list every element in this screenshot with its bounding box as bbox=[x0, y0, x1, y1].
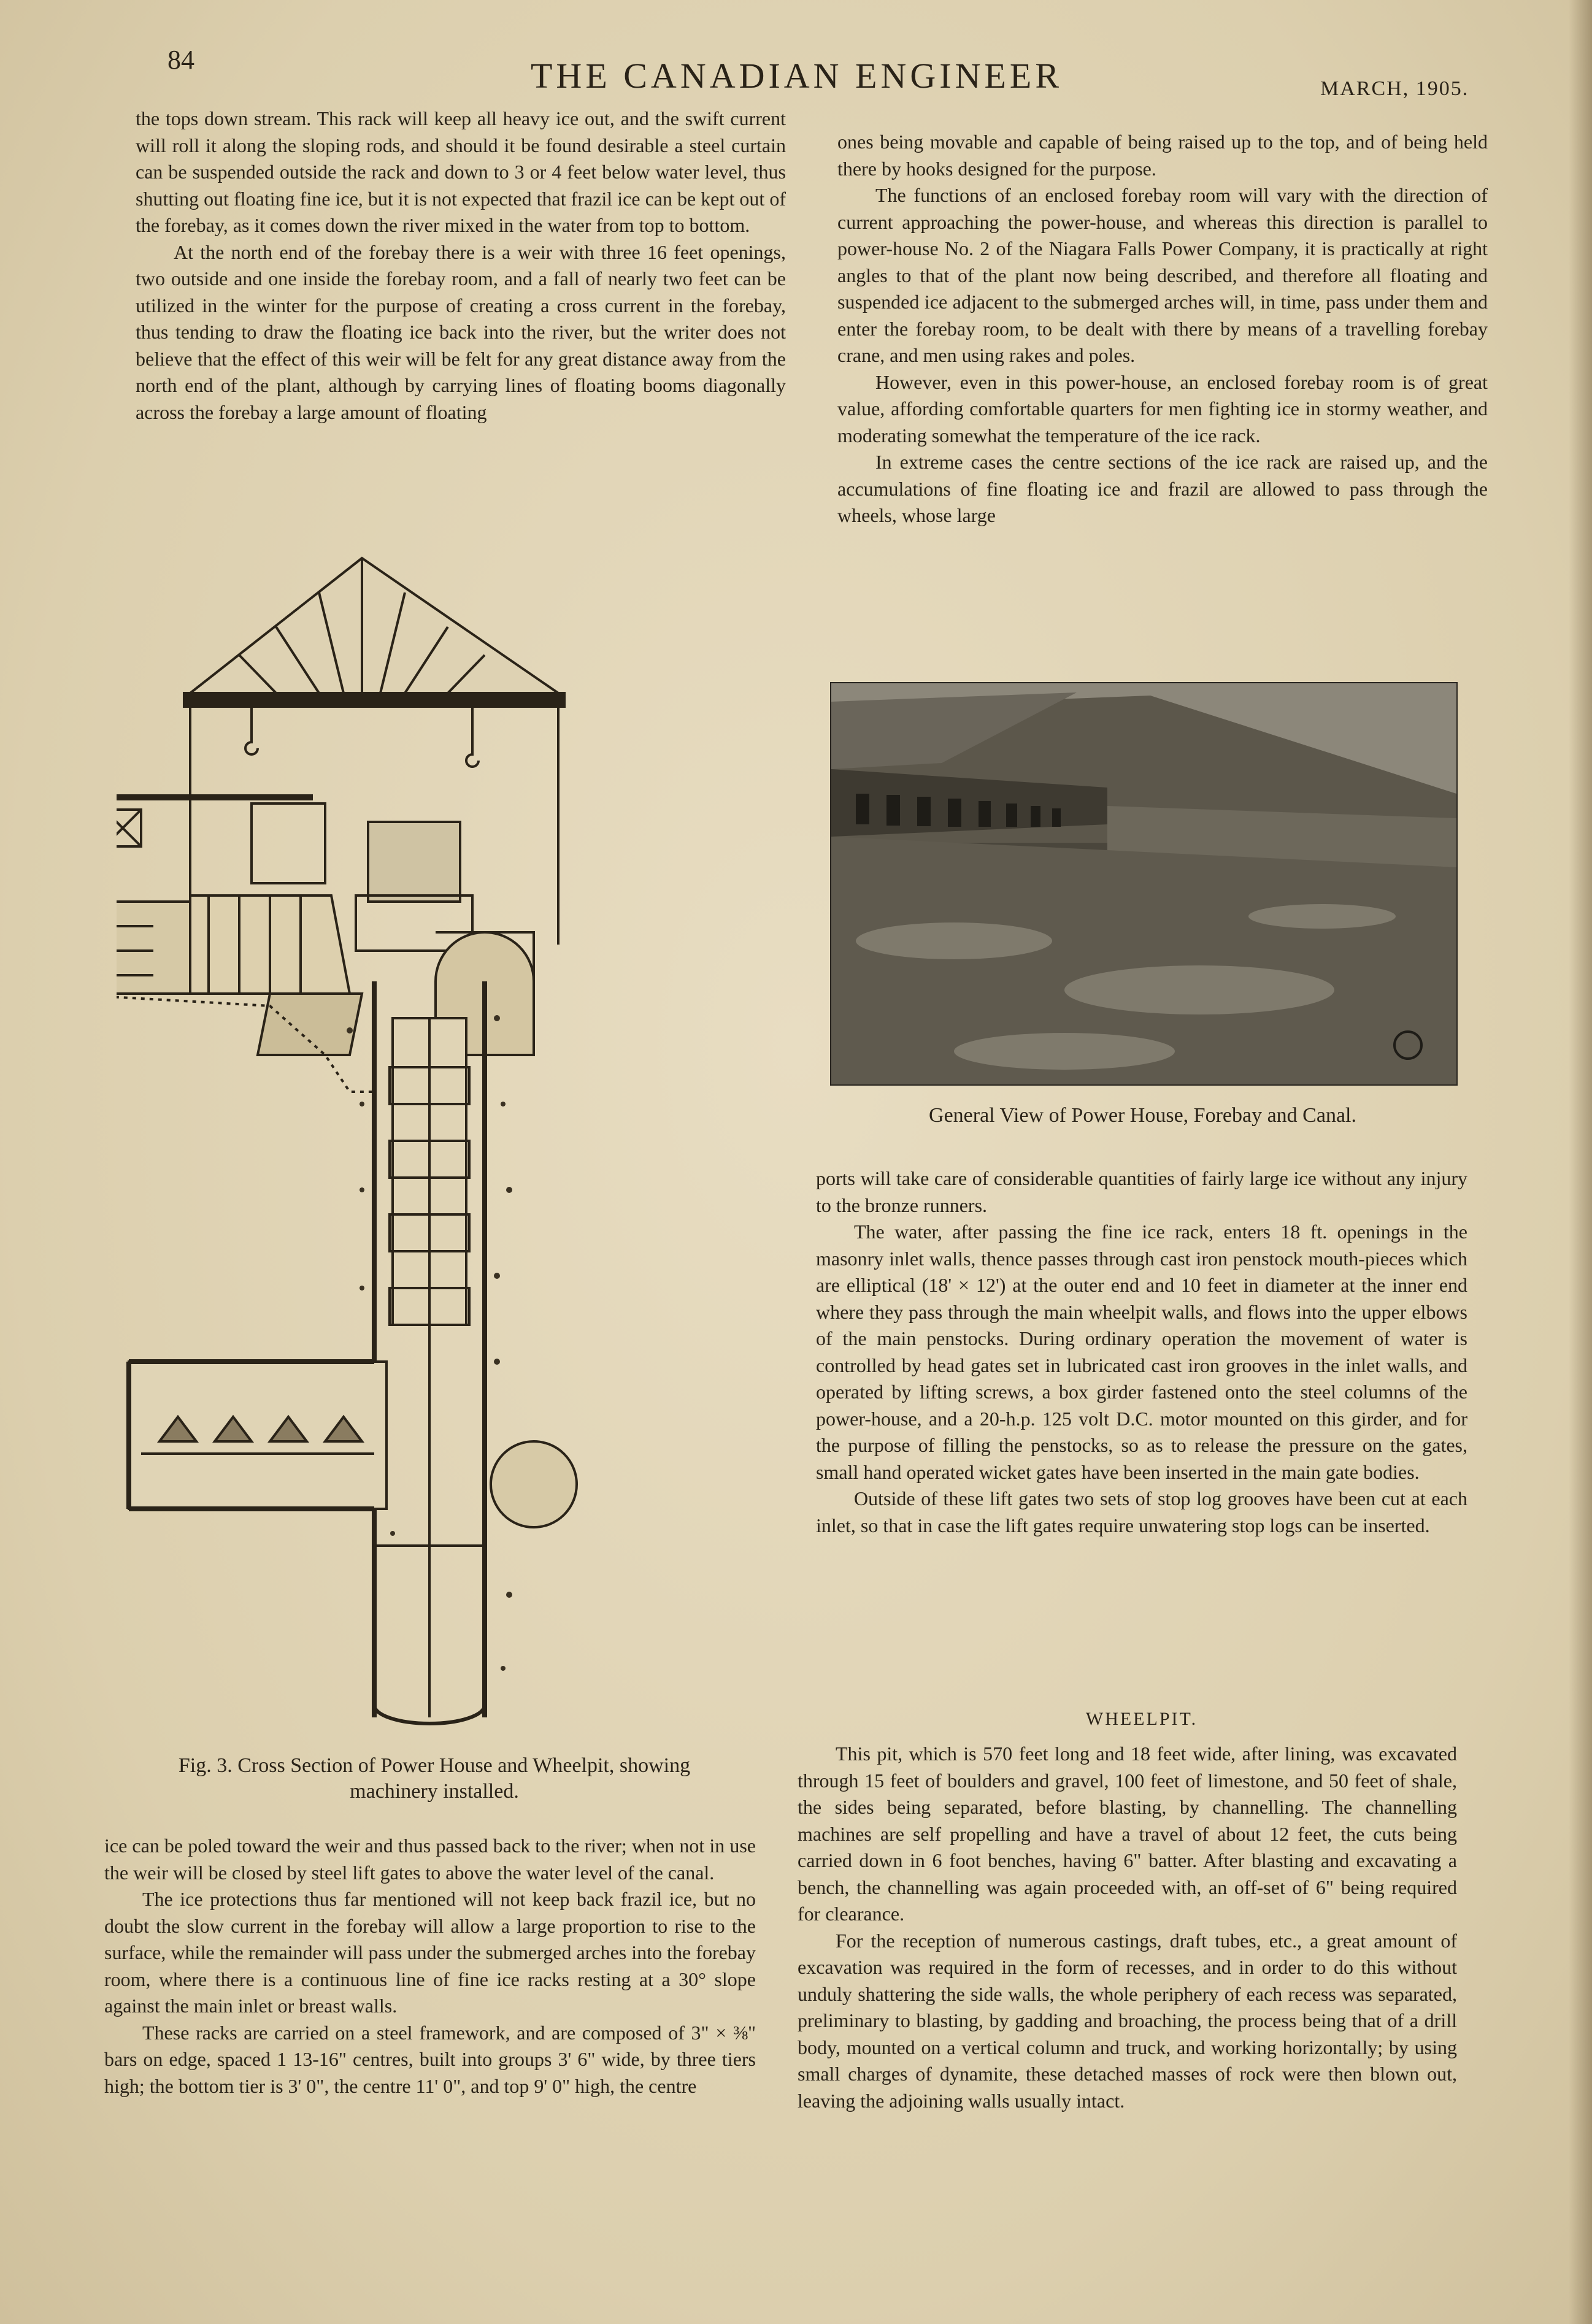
right-column-middle bbox=[816, 1165, 1467, 1539]
page-edge-shadow bbox=[1569, 0, 1592, 2324]
photo-caption: General View of Power House, Forebay and Canal. bbox=[929, 1104, 1356, 1127]
section-heading: WHEELPIT. bbox=[1085, 1709, 1198, 1729]
paragraph: In extreme cases the centre sections of the ice rack are raised up, and the accumulations of fine floating ice and frazil are allowed to pass through the wheels, whose large bbox=[837, 451, 1488, 526]
paragraph: However, even in this power-house, an enclosed forebay room is of great value, affording comfortable quarters for men fighting ice in stormy weather, and moderating somewhat the temperature of the ice rack. bbox=[837, 370, 1488, 447]
journal-title: THE CANADIAN ENGINEER bbox=[531, 56, 1063, 96]
right-column-top bbox=[837, 129, 1488, 529]
paragraph: For the reception of numerous castings, draft tubes, etc., a great amount of excavation was required in the form of recesses, and in order to do this without unduly shattering the side walls, the whole periphery of each recess was separated, preliminary to blasting, by gadding and broaching, the process being that of a drill body, mounted on a vertical column and truck, and working horizontally; by using small charges of dynamite, these detached masses of rock were then blown out, leaving the adjoining walls usually intact. bbox=[798, 1929, 1457, 2112]
paragraph: ports will take care of considerable quantities of fairly large ice without any injury to the bronze runners. bbox=[816, 1167, 1467, 1216]
right-column-bottom bbox=[798, 1741, 1457, 2114]
cross-section-drawing bbox=[117, 552, 779, 1748]
paragraph: The ice protections thus far mentioned will not keep back frazil ice, but no doubt the slow current in the forebay will allow a large proportion to rise to the surface, while the remainder will pass under the submerged arches into the forebay room, where there is a continuous line of fine ice racks resting at a 30° slope against the main inlet or breast walls. bbox=[104, 1888, 756, 2017]
figure-caption bbox=[109, 1753, 759, 1804]
page-number: 84 bbox=[167, 45, 194, 75]
paragraph: This pit, which is 570 feet long and 18 feet wide, after lining, was excavated through 15 feet of boulders and gravel, 100 feet of limestone, and 50 feet of shale, the sides being separated, before blasting, by channelling. The channelling machines are self propelling and have a travel of about 12 feet, the cuts being carried down in 6 foot benches, having 6" batter. After blasting and excavating a bench, the channelling was again proceeded with, an off-set of 6" being required for clearance. bbox=[798, 1743, 1457, 1925]
paragraph: ice can be poled toward the weir and thus passed back to the river; when not in use the weir will be closed by steel lift gates to above the water level of the canal. bbox=[104, 1835, 756, 1884]
figure-caption-line: Fig. 3. Cross Section of Power House and Wheelpit, showing bbox=[178, 1754, 691, 1777]
paragraph: These racks are carried on a steel framework, and are composed of 3" × ⅜" bars on edge, spaced 1 13-16" centres, built into groups 3' 6" wide, by three tiers high; the bottom tier is 3' 0", the centre 11' 0", and top 9' 0" high, the centre bbox=[104, 2021, 756, 2097]
paragraph: Outside of these lift gates two sets of stop log grooves have been cut at each inlet, so that in case the lift gates require unwatering stop logs can be inserted. bbox=[816, 1487, 1467, 1536]
paragraph: the tops down stream. This rack will keep all heavy ice out, and the swift current will roll it along the sloping rods, and should it be found desirable a steel curtain can be suspended outside the rack and down to 3 or 4 feet below water level, thus shutting out floating fine ice, but it is not expected that frazil ice can be kept out of the forebay, as it comes down the river mixed in the water from top to bottom. bbox=[136, 107, 786, 236]
paragraph: The functions of an enclosed forebay room will vary with the direction of current approaching the power-house, and whereas this direction is parallel to power-house No. 2 of the Niagara Falls Power Company, it is practically at right angles to that of the plant now being described, and therefore all floating and suspended ice adjacent to the submerged arches will, in time, pass under them and enter the forebay room, to be dealt with there by means of a travelling forebay crane, and men using rakes and poles. bbox=[837, 184, 1488, 366]
paragraph: ones being movable and capable of being raised up to the top, and of being held there by hooks designed for the purpose. bbox=[837, 131, 1488, 180]
issue-date: MARCH, 1905. bbox=[1320, 77, 1469, 100]
photo-image bbox=[831, 683, 1456, 1084]
paragraph: At the north end of the forebay there is a weir with three 16 feet openings, two outside and one inside the forebay room, and a fall of nearly two feet can be utilized in the winter for the purpose of creating a cross current in the forebay, thus tending to draw the floating ice back into the river, but the writer does not believe that the effect of this weir will be felt for any great distance away from the north end of the plant, although by carrying lines of floating booms diagonally across the forebay a large amount of floating bbox=[136, 240, 786, 423]
left-column-bottom bbox=[104, 1833, 756, 2100]
paragraph: The water, after passing the fine ice rack, enters 18 ft. openings in the masonry inlet walls, thence passes through cast iron penstock mouth-pieces which are elliptical (18' × 12') at the outer end and 10 feet in diameter at the inner end where they pass through the main wheelpit walls, and flows into the upper elbows of the main penstocks. During ordinary operation the movement of water is controlled by head gates set in lubricated cast iron grooves in the inlet walls, and operated by lifting screws, a box girder fastened onto the steel columns of the power-house, and a 20-h.p. 125 volt D.C. motor mounted on this girder, and for the purpose of filling the penstocks, so as to release the pressure on the gates, small hand operated wicket gates have been inserted in the main gate bodies. bbox=[816, 1221, 1467, 1483]
power-house-photograph bbox=[830, 682, 1458, 1086]
figure-caption-line: machinery installed. bbox=[350, 1780, 519, 1803]
left-column-top bbox=[136, 105, 786, 426]
